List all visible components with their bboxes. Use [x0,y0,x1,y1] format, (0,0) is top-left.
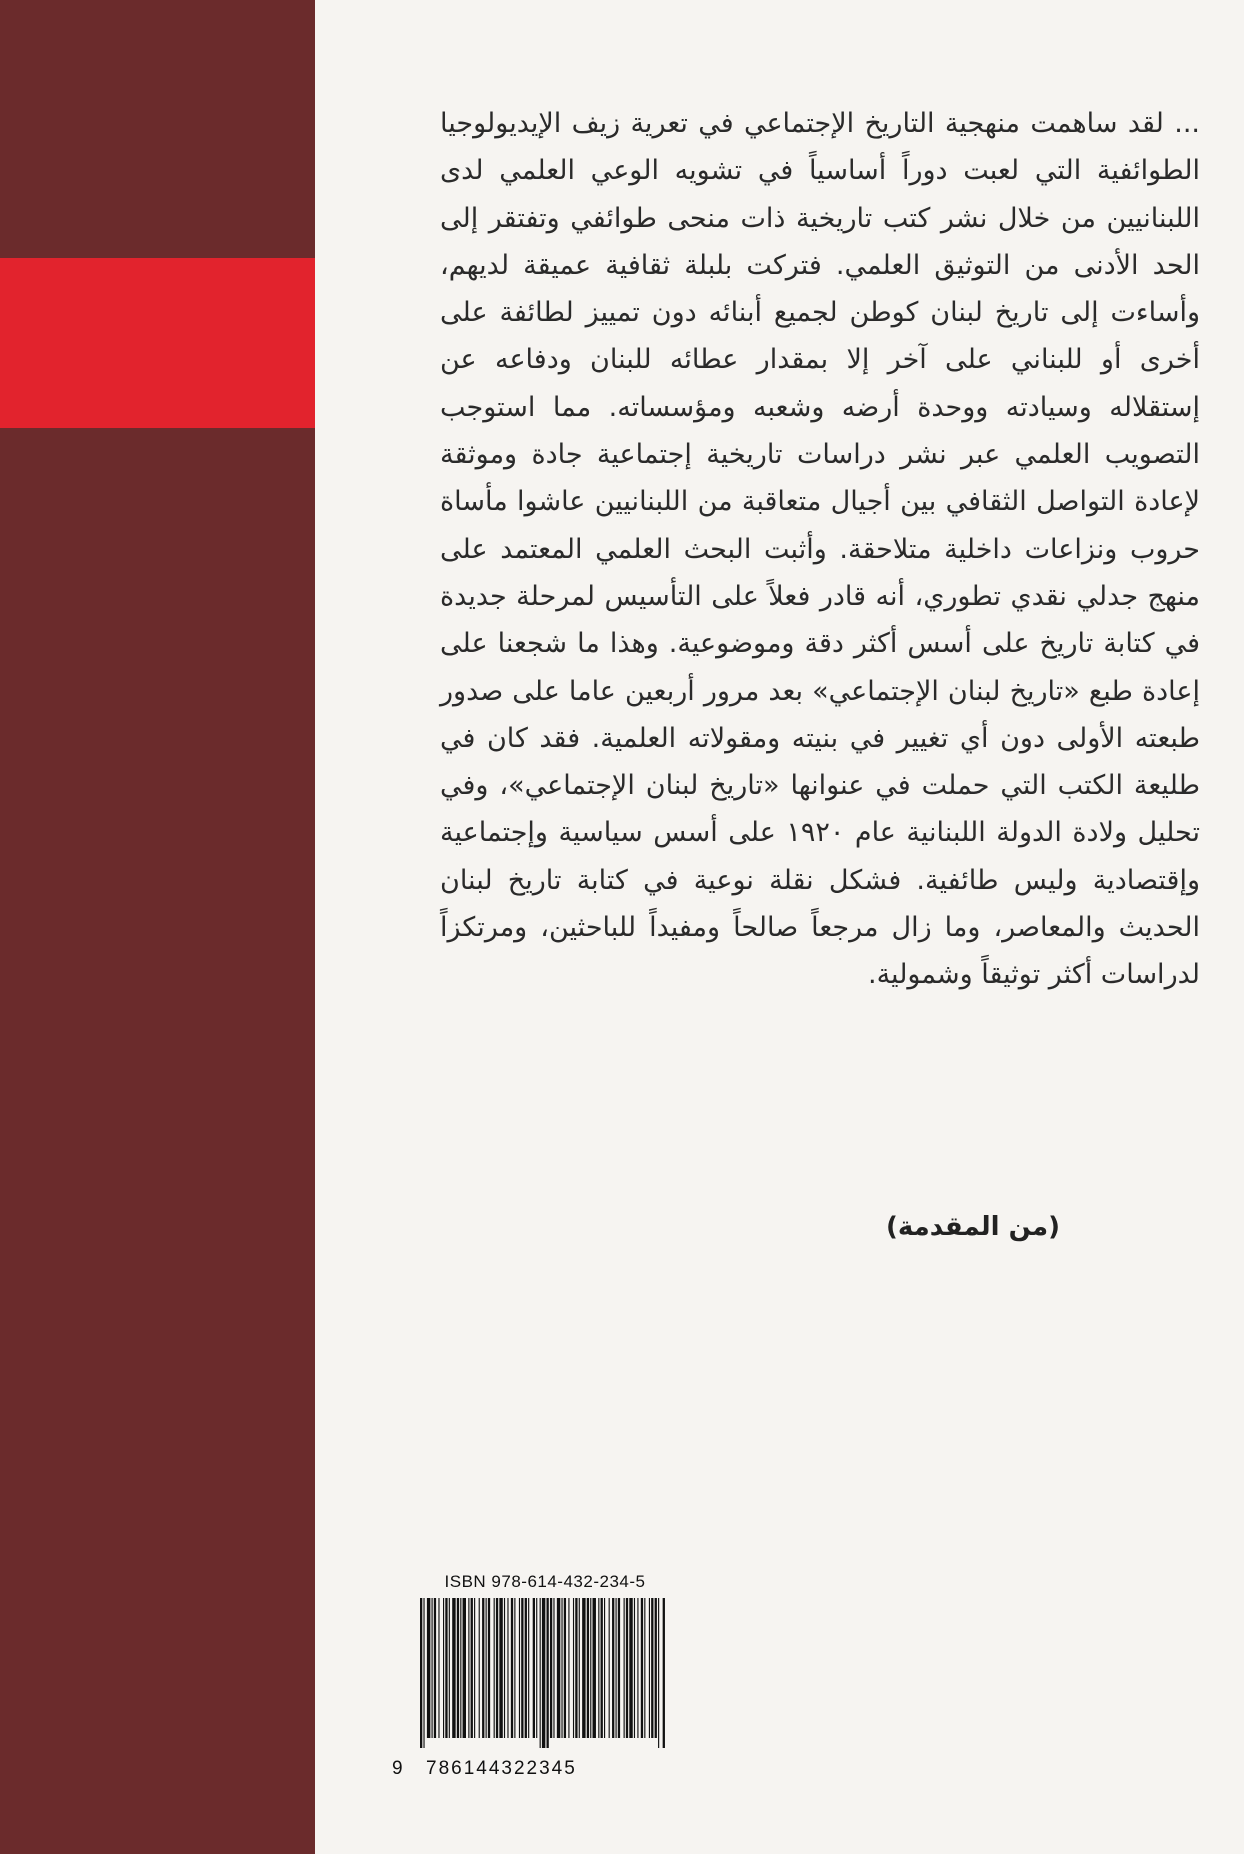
barcode-bar [542,1598,545,1748]
barcode-bar [434,1598,436,1738]
barcode-bar [637,1598,638,1738]
barcode-bar [663,1598,665,1748]
barcode-bar [479,1598,480,1738]
barcode-bar [521,1598,523,1738]
barcode-bar [488,1598,490,1738]
back-cover-blurb [440,100,1200,999]
barcode-bar [427,1598,430,1738]
barcode-bar [452,1598,455,1738]
barcode-bar [463,1598,466,1738]
barcode-bar [612,1598,614,1738]
barcode-bar [593,1598,596,1738]
barcode-lead-digit: 9 [392,1758,403,1779]
barcode-bar [457,1598,459,1738]
barcode-bar [471,1598,473,1738]
blurb-source: (من المقدمة) [885,1212,1060,1242]
barcode-bar [474,1598,475,1738]
barcode-bar [641,1598,643,1738]
barcode-bar [649,1598,650,1738]
blurb-text: ... لقد ساهمت منهجية التاريخ الإجتماعي في تعرية زيف الإيديولوجيا الطوائفية التي لعبت دوراً أساسياً في تشويه الوعي العلمي لدى اللبنانيين من خلال نشر كتب تاريخية ذات منحى طوائفي وتفتقر إلى الحد الأدنى من التوثيق العلمي. فتركت بلبلة ثقافية عميقة لديهم، وأساءت إلى تاريخ لبنان كوطن لجميع أبنائه دون تمييز لطائفة على أخرى أو للبناني على آخر إلا بمقدار عطائه للبنان ودفاعه عن إستقلاله وسيادته ووحدة أرضه وشعبه ومؤسساته. مما استوجب التصويب العلمي عبر نشر دراسات تاريخية إجتماعية جادة وموثقة لإعادة التواصل الثقافي بين أجيال متعاقبة من اللبنانيين عاشوا مأساة حروب ونزاعات داخلية متلاحقة. وأثبت البحث العلمي المعتمد على منهج جدلي نقدي تطوري، أنه قادر فعلاً على التأسيس لمرحلة جديدة في كتابة تاريخ على أسس أكثر دقة وموضوعية. وهذا ما شجعنا على إعادة طبع «تاريخ لبنان الإجتماعي» بعد مرور أربعين عاما على صدور طبعته الأولى دون أي تغيير في بنيته ومقولاته العلمية. فقد كان في طليعة الكتب التي حملت في عنوانها «تاريخ لبنان الإجتماعي»، وفي تحليل ولادة الدولة اللبنانية عام ١٩٢٠ على أسس سياسية وإجتماعية وإقتصادية وليس طائفية. فشكل نقلة نوعية في كتابة تاريخ لبنان الحديث والمعاصر، وما زال مرجعاً صالحاً ومفيداً للباحثين، ومرتكزاً لدراسات أكثر توثيقاً وشمولية. [440,108,1200,991]
barcode-bar [423,1598,424,1748]
barcode-bar [590,1598,591,1738]
barcode [420,1598,666,1748]
barcode-bar [561,1598,562,1738]
barcode-bar [507,1598,508,1738]
barcode-bar [582,1598,585,1738]
barcode-bar [438,1598,439,1738]
barcode-bar [449,1598,450,1738]
barcode-bar [460,1598,461,1738]
barcode-bar [575,1598,577,1738]
barcode-bar [514,1598,515,1738]
barcode-bar [601,1598,603,1738]
isbn-label: ISBN 978-614-432-234-5 [444,1572,646,1591]
barcode-bar [519,1598,520,1738]
barcode-bar [550,1598,552,1738]
barcode-bar [568,1598,569,1738]
barcode-bar [598,1598,599,1738]
barcode-bar [432,1598,433,1738]
barcode-bar [443,1598,444,1738]
barcode-bar [528,1598,529,1738]
barcode-bar [626,1598,628,1738]
barcode-bar [496,1598,498,1738]
barcode-bar [573,1598,574,1738]
barcode-bar [609,1598,610,1738]
barcode-bar [499,1598,502,1738]
barcode-bar [511,1598,513,1738]
barcode-bar [658,1598,659,1748]
barcode-bar [564,1598,566,1738]
barcode-bar [618,1598,620,1738]
barcode-bar [525,1598,527,1738]
barcode-bar [533,1598,535,1738]
barcode-bar [420,1598,422,1748]
barcode-bar [553,1598,554,1738]
barcode-bar [604,1598,605,1738]
barcode-bar [468,1598,469,1738]
barcode-bar [540,1598,541,1748]
barcode-bar [655,1598,657,1738]
barcode-bar [547,1598,549,1748]
barcode-bar [624,1598,625,1738]
barcode-bar [536,1598,537,1738]
barcode-bar [579,1598,580,1738]
barcode-bar [629,1598,632,1738]
barcode-bar [651,1598,653,1738]
barcode-bar [557,1598,560,1738]
barcode-bar [587,1598,589,1738]
barcode-number: 786144322345 [426,1758,577,1779]
barcode-bar [482,1598,484,1738]
barcode-bar [494,1598,495,1738]
barcode-bar [616,1598,617,1738]
barcode-bar [644,1598,645,1738]
red-accent-block [0,258,315,428]
barcode-bar [445,1598,447,1738]
barcode-bar [634,1598,635,1738]
barcode-bar [486,1598,487,1738]
barcode-bar [504,1598,505,1738]
